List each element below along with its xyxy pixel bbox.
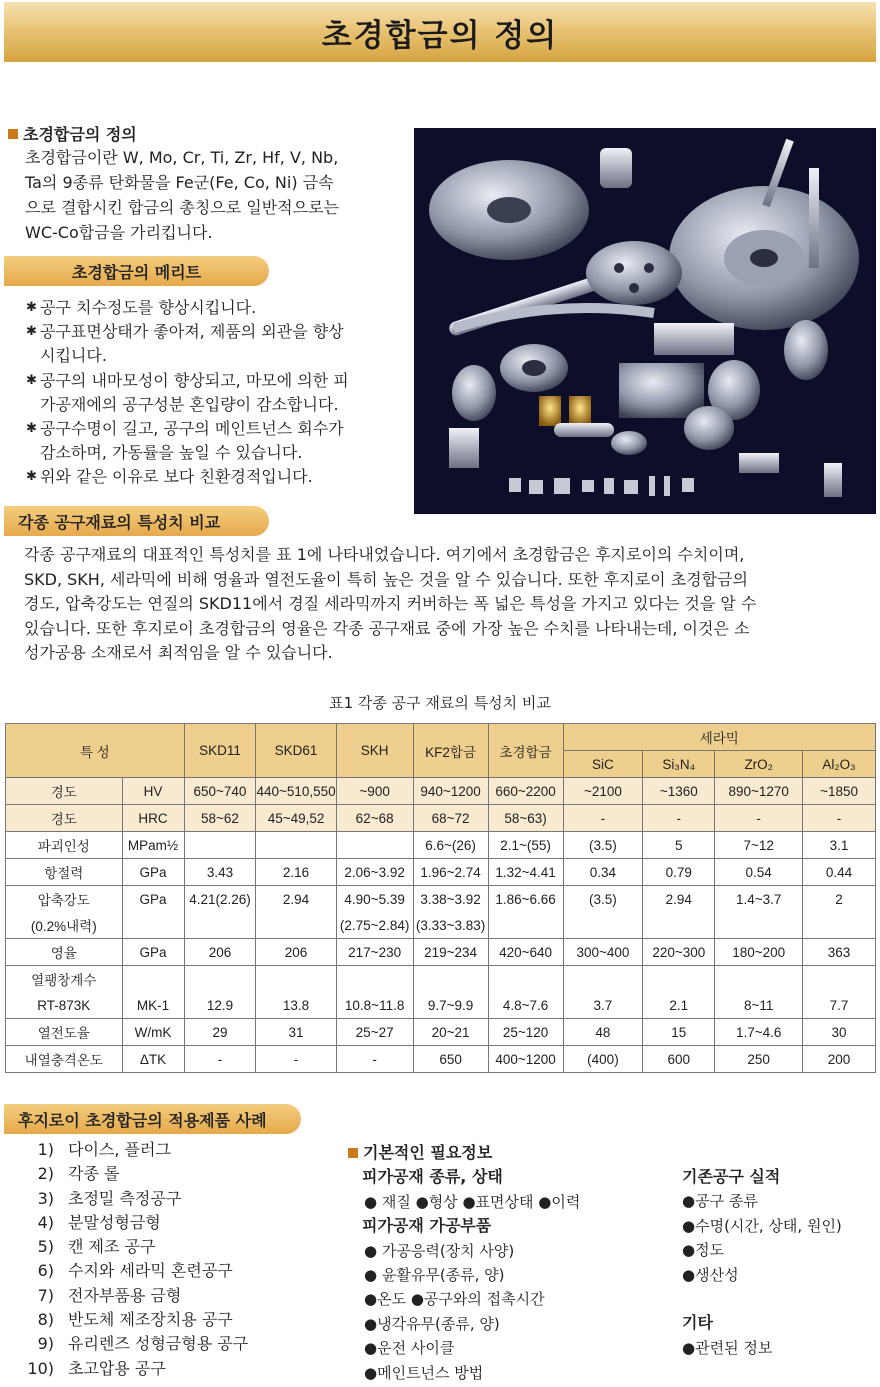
header-col: SKD61 (256, 724, 336, 778)
compare-line: SKD, SKH, 세라믹에 비해 영율과 열전도율이 특히 높은 것을 알 수 있습니다. 또한 후지로이 초경합금의 (24, 569, 748, 589)
table-cell: 7~12 (715, 832, 803, 859)
table-cell: 220~300 (643, 939, 715, 966)
table-cell: 10.8~11.8 (336, 992, 413, 1019)
table-row (6, 992, 876, 1019)
table-cell: 58~63) (488, 805, 563, 832)
table-cell: 48 (563, 1019, 643, 1046)
parts-item: ●운전 사이클 (364, 1339, 455, 1358)
table-cell (256, 966, 336, 993)
table-cell: 5 (643, 832, 715, 859)
table-cell: 9.7~9.9 (413, 992, 488, 1019)
application-text: 수지와 세라믹 혼련공구 (68, 1261, 233, 1281)
table-cell (715, 912, 803, 939)
row-property: 경도 (6, 805, 123, 832)
application-item (8, 1162, 248, 1186)
table-cell: 420~640 (488, 939, 563, 966)
existing-tools-block (682, 1165, 842, 1360)
application-text: 캔 제조 공구 (68, 1237, 156, 1257)
etc-item: ●관련된 정보 (682, 1338, 773, 1357)
spacer (682, 1287, 842, 1311)
application-text: 유리렌즈 성형금형용 공구 (68, 1334, 249, 1354)
basic-info-body (348, 1165, 580, 1385)
header-property: 특 성 (6, 724, 185, 778)
merits-heading (4, 256, 269, 286)
merits-title: 초경합금의 메리트 (71, 262, 202, 282)
definition-heading (8, 122, 408, 145)
table-cell: 2.1~(55) (488, 832, 563, 859)
merit-item (26, 417, 406, 465)
table-cell: 206 (184, 939, 256, 966)
table-cell: 180~200 (715, 939, 803, 966)
row-unit: HV (122, 778, 184, 805)
table-cell: ~1360 (643, 778, 715, 805)
asterisk-bullet-icon: ✱ (26, 372, 37, 388)
table-cell: 25~27 (336, 1019, 413, 1046)
table-row (6, 859, 876, 886)
application-number: 10) (27, 1358, 54, 1378)
row-property: 항절력 (6, 859, 123, 886)
table-cell: - (563, 805, 643, 832)
table-cell (184, 832, 256, 859)
merits-list (26, 296, 406, 490)
header-ceramic-sub: Al₂O₃ (803, 751, 876, 778)
application-item (8, 1138, 248, 1162)
table-cell (643, 912, 715, 939)
application-number: 7) (37, 1285, 54, 1305)
table-cell: (3.5) (563, 886, 643, 913)
table-cell: 25~120 (488, 1019, 563, 1046)
basic-info (348, 1141, 580, 1385)
header-col: SKH (336, 724, 413, 778)
application-number: 3) (37, 1188, 54, 1208)
definition-line: 초경합금이란 W, Mo, Cr, Ti, Zr, Hf, V, Nb, (25, 148, 339, 167)
table-cell: 2.16 (256, 859, 336, 886)
row-unit: GPa (122, 859, 184, 886)
application-number: 2) (37, 1164, 54, 1184)
table-cell (184, 912, 256, 939)
table-cell: 940~1200 (413, 778, 488, 805)
table-cell (256, 912, 336, 939)
application-text: 다이스, 플러그 (68, 1140, 171, 1159)
definition-line: WC-Co합금을 가리킵니다. (25, 223, 213, 242)
row-unit: W/mK (122, 1019, 184, 1046)
table-row (6, 805, 876, 832)
header-ceramic-sub: SiC (563, 751, 643, 778)
table-row (6, 1046, 876, 1073)
table-cell (563, 912, 643, 939)
table-cell (488, 912, 563, 939)
table-cell: 0.79 (643, 859, 715, 886)
properties-table (5, 723, 876, 1073)
applications-list (8, 1138, 248, 1381)
table-cell: 4.8~7.6 (488, 992, 563, 1019)
existing-title: 기존공구 실적 (682, 1167, 781, 1186)
row-property: 파괴인성 (6, 832, 123, 859)
table-cell: 45~49,52 (256, 805, 336, 832)
application-item (8, 1308, 248, 1332)
table-cell (803, 912, 876, 939)
table-cell: ~900 (336, 778, 413, 805)
table-cell: 0.34 (563, 859, 643, 886)
table-row (6, 832, 876, 859)
merit-line: 시킵니다. (40, 346, 107, 366)
table-cell: 2.94 (643, 886, 715, 913)
table-cell: - (715, 805, 803, 832)
application-number: 4) (37, 1212, 54, 1232)
merit-item (26, 465, 406, 489)
application-text: 각종 롤 (68, 1164, 120, 1184)
table-cell: 12.9 (184, 992, 256, 1019)
table-cell (413, 966, 488, 993)
table-cell: 400~1200 (488, 1046, 563, 1073)
merit-item (26, 296, 406, 320)
application-item (8, 1259, 248, 1283)
table-cell: 15 (643, 1019, 715, 1046)
table-cell: 1.32~4.41 (488, 859, 563, 886)
square-bullet-icon (348, 1148, 358, 1158)
merit-item (26, 320, 406, 368)
application-text: 반도체 제조장치용 공구 (68, 1310, 233, 1330)
row-unit: GPa (122, 886, 184, 913)
table-cell: 650 (413, 1046, 488, 1073)
existing-item: ●수명(시간, 상태, 원인) (682, 1216, 842, 1235)
row-property: 영율 (6, 939, 123, 966)
table-cell: 650~740 (184, 778, 256, 805)
application-number: 9) (37, 1334, 54, 1354)
compare-line: 있습니다. 또한 후지로이 초경합금의 영율은 각종 공구재료 중에 가장 높은 수치를 나타내는데, 이것은 소 (24, 618, 750, 638)
table-cell: 13.8 (256, 992, 336, 1019)
table-cell: 68~72 (413, 805, 488, 832)
table-cell: (3.5) (563, 832, 643, 859)
tool-parts-photo (414, 128, 876, 514)
row-property: 경도 (6, 778, 123, 805)
compare-line: 경도, 압축강도는 연질의 SKD11에서 경질 세라믹까지 커버하는 폭 넓은 특성을 가지고 있다는 것을 알 수 (24, 594, 757, 613)
table-cell: 1.96~2.74 (413, 859, 488, 886)
table-cell: 2.1 (643, 992, 715, 1019)
applications-heading (4, 1104, 301, 1134)
table-cell: 7.7 (803, 992, 876, 1019)
table-cell (336, 966, 413, 993)
table-cell: 1.7~4.6 (715, 1019, 803, 1046)
table-cell: 600 (643, 1046, 715, 1073)
row-property: 열전도율 (6, 1019, 123, 1046)
table-row (6, 912, 876, 939)
table-cell: 31 (256, 1019, 336, 1046)
row-property: 열팽창계수 (6, 966, 123, 993)
parts-item: ●온도 ●공구와의 접촉시간 (364, 1290, 545, 1309)
table-cell: - (336, 1046, 413, 1073)
merit-item (26, 369, 406, 417)
table-cell (563, 966, 643, 993)
row-property: 압축강도 (6, 886, 123, 913)
page-title: 초경합금의 정의 (321, 17, 559, 54)
table-cell: 2.94 (256, 886, 336, 913)
header-col: SKD11 (184, 724, 256, 778)
table-cell: 62~68 (336, 805, 413, 832)
asterisk-bullet-icon: ✱ (26, 300, 37, 315)
asterisk-bullet-icon: ✱ (26, 324, 37, 340)
merit-line: 위와 같은 이유로 보다 친환경적입니다. (40, 467, 313, 487)
table-cell (256, 832, 336, 859)
table-cell: 1.4~3.7 (715, 886, 803, 913)
merit-line: 공구의 내마모성이 향상되고, 마모에 의한 피 (40, 370, 349, 390)
table-cell: (400) (563, 1046, 643, 1073)
application-number: 8) (37, 1310, 54, 1330)
table-cell: ~1850 (803, 778, 876, 805)
definition-line: Ta의 9종류 탄화물을 Fe군(Fe, Co, Ni) 금속 (25, 173, 334, 192)
etc-title: 기타 (682, 1313, 713, 1333)
table-cell (184, 966, 256, 993)
table-cell (488, 966, 563, 993)
table-cell: 363 (803, 939, 876, 966)
compare-heading (4, 506, 269, 536)
parts-item: ●냉각유무(종류, 양) (364, 1314, 500, 1333)
parts-item: ●메인트넌스 방법 (364, 1363, 484, 1382)
row-property: (0.2%내력) (6, 912, 123, 939)
header-col: KF2합금 (413, 724, 488, 778)
table-cell: 6.6~(26) (413, 832, 488, 859)
application-text: 전자부품용 금형 (68, 1285, 182, 1305)
table-row (6, 1019, 876, 1046)
asterisk-bullet-icon: ✱ (26, 421, 37, 437)
definition-section (8, 122, 408, 245)
table-cell (803, 966, 876, 993)
row-property: 내열충격온도 (6, 1046, 123, 1073)
table-cell: 200 (803, 1046, 876, 1073)
merit-line: 공구수명이 길고, 공구의 메인트넌스 회수가 (40, 419, 344, 439)
table-cell: (2.75~2.84) (336, 912, 413, 939)
table-cell: 58~62 (184, 805, 256, 832)
table-cell: - (643, 805, 715, 832)
table-row (6, 778, 876, 805)
table-cell: - (184, 1046, 256, 1073)
table-cell: 2.06~3.92 (336, 859, 413, 886)
table-cell: 219~234 (413, 939, 488, 966)
application-item (8, 1284, 248, 1308)
basic-info-title: 기본적인 필요정보 (363, 1143, 493, 1162)
workpiece-title: 피가공재 종류, 상태 (362, 1167, 503, 1187)
compare-line: 각종 공구재료의 대표적인 특성치를 표 1에 나타내었습니다. 여기에서 초경합금은 후지로이의 수치이며, (24, 545, 745, 564)
asterisk-bullet-icon: ✱ (26, 469, 37, 485)
table-cell: 890~1270 (715, 778, 803, 805)
application-item (8, 1357, 248, 1381)
table-cell: 4.21(2.26) (184, 886, 256, 913)
square-bullet-icon (8, 129, 18, 139)
definition-text (25, 145, 408, 245)
compare-title: 각종 공구재료의 특성치 비교 (18, 512, 221, 532)
application-text: 초정밀 측정공구 (68, 1188, 182, 1208)
page-banner (4, 2, 876, 62)
compare-line: 성가공용 소재로서 최적임을 알 수 있습니다. (24, 643, 333, 662)
merit-line: 공구표면상태가 좋아져, 제품의 외관을 향상 (40, 322, 344, 342)
table-cell (715, 966, 803, 993)
merit-line: 가공재에의 공구성분 혼입량이 감소합니다. (40, 394, 339, 414)
table-cell: 20~21 (413, 1019, 488, 1046)
table-row (6, 886, 876, 913)
existing-item: ●생산성 (682, 1265, 739, 1284)
merit-line: 감소하며, 가동률을 높일 수 있습니다. (40, 443, 303, 463)
row-property: RT-873K (6, 992, 123, 1019)
table-cell: 3.38~3.92 (413, 886, 488, 913)
table-cell: 3.43 (184, 859, 256, 886)
existing-item: ●정도 (682, 1241, 725, 1260)
table-cell: 2 (803, 886, 876, 913)
header-ceramic: 세라믹 (563, 724, 876, 751)
table-cell: 30 (803, 1019, 876, 1046)
application-item (8, 1235, 248, 1259)
row-unit: MK-1 (122, 992, 184, 1019)
table-cell: - (256, 1046, 336, 1073)
applications-title: 후지로이 초경합금의 적용제품 사례 (18, 1110, 267, 1130)
table-cell: 206 (256, 939, 336, 966)
table-cell: 217~230 (336, 939, 413, 966)
table-cell: 3.7 (563, 992, 643, 1019)
basic-info-heading (348, 1141, 580, 1165)
tool-parts-illustration (414, 128, 876, 514)
table-caption: 표1 각종 공구 재료의 특성치 비교 (329, 694, 551, 712)
table-cell: 4.90~5.39 (336, 886, 413, 913)
existing-item: ●공구 종류 (682, 1192, 758, 1211)
row-unit (122, 966, 184, 993)
application-number: 6) (37, 1261, 54, 1281)
merit-line: 공구 치수정도를 향상시킵니다. (40, 298, 257, 317)
table-cell: 0.54 (715, 859, 803, 886)
header-ceramic-sub: ZrO₂ (715, 751, 803, 778)
application-text: 초고압용 공구 (68, 1358, 166, 1378)
table-cell: (3.33~3.83) (413, 912, 488, 939)
definition-title: 초경합금의 정의 (23, 125, 137, 144)
table-cell: 3.1 (803, 832, 876, 859)
compare-text (24, 543, 876, 666)
row-unit (122, 912, 184, 939)
table-cell: 660~2200 (488, 778, 563, 805)
parts-title: 피가공재 가공부품 (362, 1216, 492, 1236)
row-unit: MPam½ (122, 832, 184, 859)
parts-item: ● 가공응력(장치 사양) (364, 1241, 515, 1260)
table-cell: 8~11 (715, 992, 803, 1019)
table-cell: 250 (715, 1046, 803, 1073)
row-unit: HRC (122, 805, 184, 832)
table-cell: 0.44 (803, 859, 876, 886)
table-cell: 440~510,550 (256, 778, 336, 805)
table-cell: 300~400 (563, 939, 643, 966)
row-unit: ΔTK (122, 1046, 184, 1073)
application-item (8, 1211, 248, 1235)
parts-item: ● 윤활유무(종류, 양) (364, 1266, 505, 1285)
table-cell: ~2100 (563, 778, 643, 805)
header-col: 초경합금 (488, 724, 563, 778)
table-row (6, 966, 876, 993)
application-number: 5) (37, 1237, 54, 1257)
table-row (6, 939, 876, 966)
table-cell: - (803, 805, 876, 832)
table-cell: 1.86~6.66 (488, 886, 563, 913)
table-cell: 29 (184, 1019, 256, 1046)
header-ceramic-sub: Si₃N₄ (643, 751, 715, 778)
table-cell (643, 966, 715, 993)
application-item (8, 1187, 248, 1211)
application-item (8, 1332, 248, 1356)
workpiece-items: ● 재질 ●형상 ●표면상태 ●이력 (364, 1192, 581, 1211)
table-body (6, 778, 876, 1073)
definition-line: 으로 결합시킨 합금의 총칭으로 일반적으로는 (25, 198, 340, 217)
table-cell (336, 832, 413, 859)
application-text: 분말성형금형 (68, 1212, 161, 1232)
row-unit: GPa (122, 939, 184, 966)
application-number: 1) (37, 1140, 54, 1159)
